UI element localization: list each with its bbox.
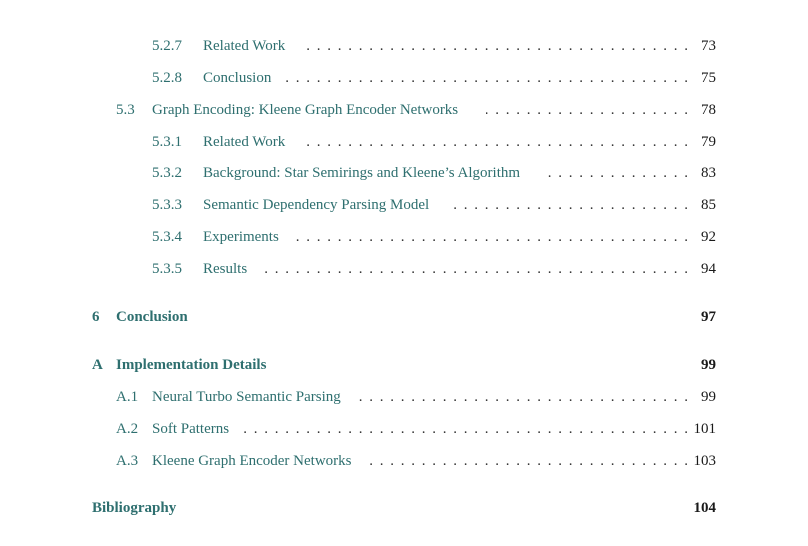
toc-entry-number[interactable]: 5.3.1 [152,134,182,150]
toc-entry-page[interactable]: 85 [701,197,716,213]
dot-leader [358,386,688,408]
toc-chapter-page[interactable]: 97 [701,309,716,325]
toc-entry-title[interactable]: Conclusion [203,70,272,86]
dot-leader [292,226,688,248]
dot-leader [548,162,688,184]
toc-entry-number[interactable]: 5.2.8 [152,70,182,86]
toc-entry-number[interactable]: 5.3 [116,102,135,118]
toc-chapter-6[interactable] [0,306,808,328]
toc-entry-page[interactable]: 99 [701,389,716,405]
toc-chapter-number[interactable]: 6 [92,309,100,325]
toc-entry-title[interactable]: Background: Star Semirings and Kleene’s Algorithm [203,165,521,181]
toc-chapter-page[interactable]: 104 [693,500,716,516]
toc-chapter-title[interactable]: Bibliography [92,500,177,516]
toc-entry-page[interactable]: 92 [701,229,716,245]
toc-entry-page[interactable]: 94 [701,261,716,277]
toc-entry-page[interactable]: 78 [701,102,716,118]
toc-entry-number[interactable]: 5.3.4 [152,229,182,245]
toc-appendix-a[interactable] [0,354,808,376]
toc-entry-page[interactable]: 103 [693,453,716,469]
toc-entry-number[interactable]: A.2 [116,421,139,437]
toc-entry-page[interactable]: 79 [701,134,716,150]
dot-leader [258,258,688,280]
toc-entry-page[interactable]: 83 [701,165,716,181]
toc-entry-5-3-4[interactable] [0,226,808,248]
toc-entry-5-3-3[interactable] [0,194,808,216]
toc-entry-5-2-8[interactable] [0,67,808,89]
toc-entry-title[interactable]: Related Work [203,134,286,150]
toc-bibliography[interactable] [0,497,808,519]
toc-entry-title[interactable]: Experiments [203,229,279,245]
toc-entry-5-3[interactable] [0,99,808,121]
dot-leader [452,194,688,216]
dot-leader [300,131,688,153]
toc-entry-a-1[interactable] [0,386,808,408]
toc-entry-number[interactable]: A.3 [116,453,139,469]
toc-entry-number[interactable]: 5.3.2 [152,165,182,181]
dot-leader [300,35,688,57]
dot-leader [486,99,688,121]
dot-leader [282,67,688,89]
toc-entry-title[interactable]: Kleene Graph Encoder Networks [152,453,352,469]
toc-entry-title[interactable]: Related Work [203,38,286,54]
toc-entry-title[interactable]: Semantic Dependency Parsing Model [203,197,430,213]
toc-entry-title[interactable]: Neural Turbo Semantic Parsing [152,389,341,405]
toc-entry-page[interactable]: 101 [693,421,716,437]
toc-chapter-number[interactable]: A [92,357,103,373]
toc-entry-title[interactable]: Results [203,261,248,277]
toc-entry-number[interactable]: 5.3.5 [152,261,182,277]
toc-entry-5-3-1[interactable] [0,131,808,153]
toc-entry-title[interactable]: Graph Encoding: Kleene Graph Encoder Networks [152,102,459,118]
dot-leader [238,418,688,440]
toc-entry-5-3-2[interactable] [0,162,808,184]
toc-entry-a-2[interactable] [0,418,808,440]
toc-entry-number[interactable]: A.1 [116,389,139,405]
dot-leader [368,450,688,472]
toc-entry-a-3[interactable] [0,450,808,472]
toc-entry-page[interactable]: 73 [701,38,716,54]
toc-entry-title[interactable]: Soft Patterns [152,421,230,437]
toc-entry-number[interactable]: 5.3.3 [152,197,182,213]
toc-chapter-page[interactable]: 99 [701,357,716,373]
toc-entry-page[interactable]: 75 [701,70,716,86]
toc-chapter-title[interactable]: Implementation Details [116,357,267,373]
toc-entry-5-2-7[interactable] [0,35,808,57]
toc-entry-5-3-5[interactable] [0,258,808,280]
toc-entry-number[interactable]: 5.2.7 [152,38,182,54]
toc-chapter-title[interactable]: Conclusion [116,309,188,325]
